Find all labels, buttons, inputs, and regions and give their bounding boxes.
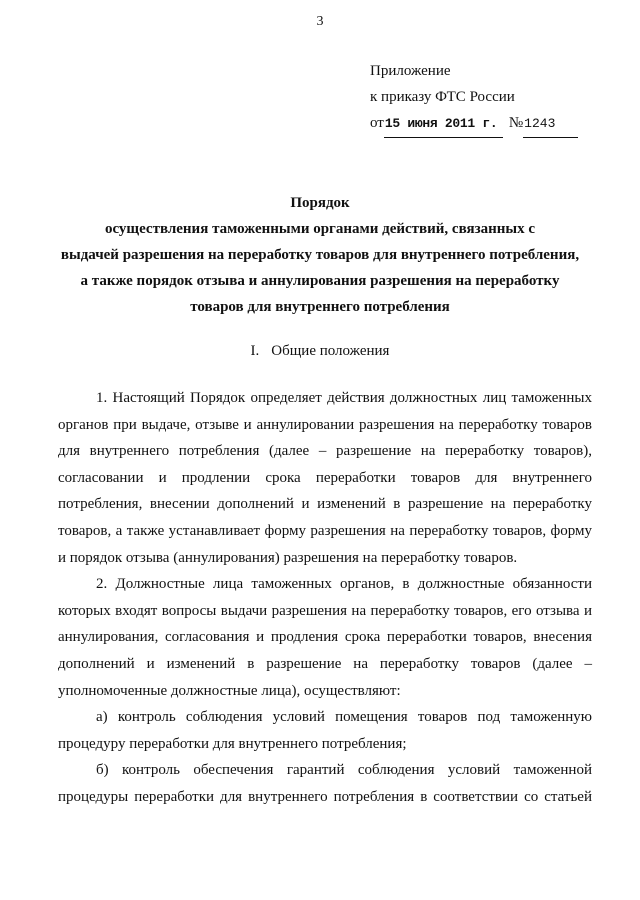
page-number: 3	[316, 14, 324, 29]
title-line-1: Порядок	[290, 195, 350, 211]
order-number-sign: №	[508, 115, 524, 131]
appendix-order-reference: к приказу ФТС России	[370, 89, 515, 105]
paragraph-2a: а) контроль соблюдения условий помещения товаров под таможенную процедуру переработки для внутреннего потребления;	[58, 709, 592, 752]
appendix-block	[370, 58, 578, 138]
section-heading	[0, 340, 640, 362]
paragraph-2: 2. Должностные лица таможенных органов, в должностные обязанности которых входят вопросы выдачи разрешения на переработку товаров, его отзыва и аннулирования, согласования и продления срока переработки товаров, внесения дополнений и изменений в разрешение на переработку товаров (далее – уполномоченные должностные лица), осуществляют:	[58, 576, 592, 699]
appendix-label: Приложение	[370, 63, 451, 79]
title-line-4: а также порядок отзыва и аннулирования разрешения на переработку	[80, 273, 560, 289]
order-number: 1243	[523, 111, 578, 138]
title-line-2: осуществления таможенными органами действий, связанных с	[104, 221, 536, 237]
paragraph-1: 1. Настоящий Порядок определяет действия должностных лиц таможенных органов при выдаче, отзыве и аннулировании разрешения на переработку товаров для внутреннего потребления (далее – разрешение на переработку товаров), согласовании и продлении срока переработки товаров для внутреннего потребления, внесении дополнений и изменений в разрешение на переработку товаров, а также устанавливает форму разрешения на переработку товаров, форму и порядок отзыва (аннулирования) разрешения на переработку товаров.	[58, 390, 592, 566]
body-text	[58, 385, 592, 811]
section-number: I.	[250, 343, 260, 359]
title-line-3: выдачей разрешения на переработку товаров для внутреннего потребления,	[60, 247, 580, 263]
section-title: Общие положения	[271, 343, 390, 359]
paragraph-2b: б) контроль обеспечения гарантий соблюдения условий таможенной процедуры переработки для внутреннего потребления в соответствии со статьей	[58, 762, 592, 805]
order-date-number-line	[370, 110, 578, 138]
document-title	[40, 190, 600, 320]
title-line-5: товаров для внутреннего потребления	[190, 299, 450, 315]
order-date: 15 июня 2011 г.	[384, 111, 503, 138]
order-date-prefix: от	[370, 115, 384, 131]
